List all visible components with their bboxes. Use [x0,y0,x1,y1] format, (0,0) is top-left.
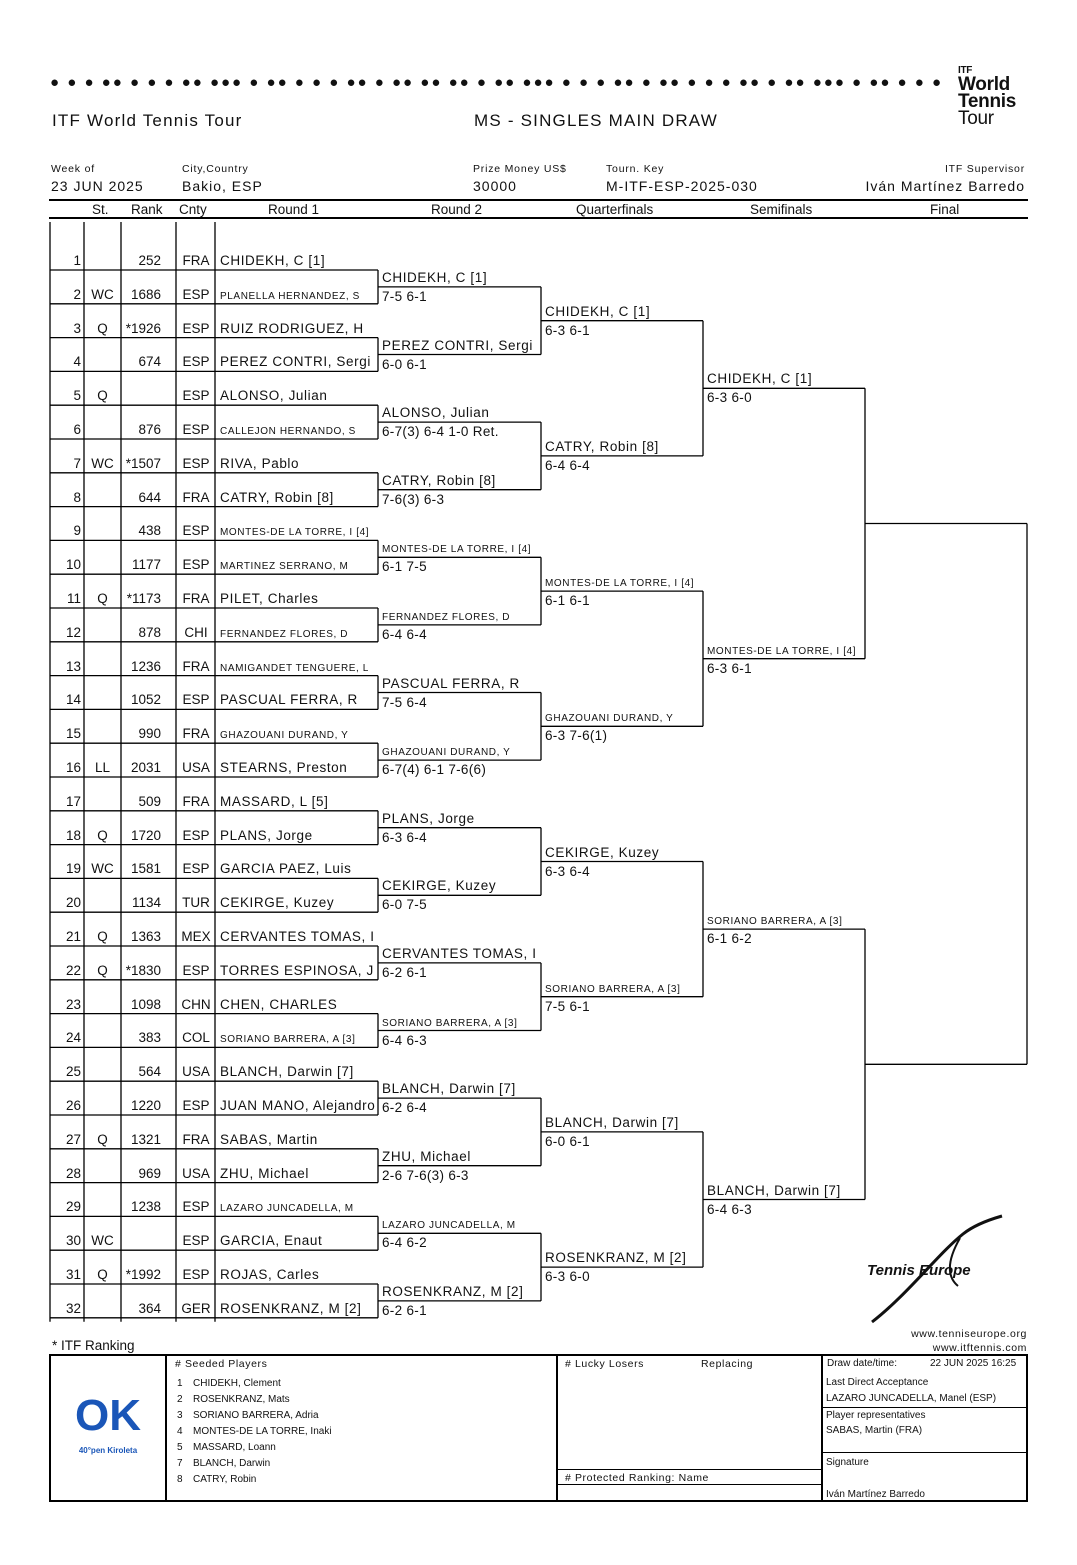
protected-rule-bottom [556,1484,821,1485]
round2-score: 6-4 6-3 [382,1032,427,1048]
round4-score: 6-4 6-3 [707,1201,752,1217]
player-name: LAZARO JUNCADELLA, M [220,1203,354,1215]
player-country: ESP [182,1098,210,1113]
footer-box-left [49,1354,51,1502]
draw-position: 20 [65,895,81,911]
draw-position: 6 [73,422,81,437]
draw-position: 2 [73,286,81,302]
entry-status: Q [97,320,108,336]
player-name: CATRY, Robin [8] [220,489,334,505]
draw-position: 28 [65,1165,81,1181]
player-rank: 1581 [130,861,161,877]
player-name: JUAN MANO, Alejandro [220,1098,376,1113]
draw-position: 16 [65,760,81,775]
player-representatives-value: SABAS, Martin (FRA) [826,1425,923,1436]
entry-status: Q [97,962,108,978]
player-rank: 509 [138,793,161,809]
round2-score: 6-3 6-4 [382,829,427,845]
player-name: PLANELLA HERNANDEZ, S [220,290,360,302]
draw-position: 22 [65,962,81,978]
entry-status: Q [97,827,108,843]
round4-winner-name: SORIANO BARRERA, A [3] [707,916,843,928]
player-country: FRA [182,658,210,674]
draw-position: 10 [65,557,81,573]
round3-winner-name: ROSENKRANZ, M [2] [545,1250,687,1266]
player-country: USA [182,1165,210,1181]
draw-position: 13 [65,658,81,674]
lucky-losers-header: # Lucky Losers [565,1358,645,1370]
draw-position: 31 [65,1267,81,1282]
seed-number: 4 [177,1426,183,1437]
round4-score: 6-1 6-2 [707,931,752,947]
entry-status: Q [97,388,108,404]
player-rank: *1830 [125,962,161,978]
round2-score: 6-2 6-1 [382,1302,427,1318]
col-round2: Round 2 [431,202,483,217]
col-rank: Rank [131,202,163,217]
draw-position: 1 [73,253,81,268]
col-country: Cnty [179,202,207,217]
player-rank: 1220 [130,1098,161,1113]
player-rank: 644 [138,489,161,505]
round3-winner-name: CEKIRGE, Kuzey [545,844,660,860]
player-country: FRA [182,489,210,505]
round2-winner-name: ROSENKRANZ, M [2] [382,1283,524,1299]
round2-score: 6-2 6-1 [382,964,427,980]
player-rank: *1926 [125,320,161,336]
seed-player-name: CHIDEKH, Clement [193,1378,281,1389]
player-country: ESP [182,1267,210,1282]
tourn-key-value: M-ITF-ESP-2025-030 [606,178,758,194]
player-country: ESP [182,388,210,404]
player-name: BLANCH, Darwin [7] [220,1064,354,1080]
draw-position: 3 [73,320,81,336]
round3-score: 6-3 6-0 [545,1269,590,1285]
player-country: ESP [182,286,210,302]
player-rank: 438 [138,523,161,539]
draw-position: 29 [65,1199,81,1215]
world-tennis-tour-logo: ITF World Tennis Tour [958,65,1017,129]
entry-status: WC [91,1233,114,1249]
player-name: CEKIRGE, Kuzey [220,895,335,911]
player-name: ROSENKRANZ, M [2] [220,1300,362,1316]
draw-position: 19 [65,861,81,877]
footer-box-top [49,1354,1028,1356]
seed-number: 2 [177,1394,183,1405]
draw-position: 12 [65,624,81,640]
player-name: SABAS, Martin [220,1131,318,1147]
footer-divider-3 [821,1354,823,1502]
seed-number: 7 [177,1458,183,1469]
player-rank: 1236 [130,658,161,674]
player-country: CHN [181,996,211,1012]
player-name: SORIANO BARRERA, A [3] [220,1034,356,1046]
round3-winner-name: MONTES-DE LA TORRE, I [4] [545,578,695,590]
player-country: FRA [182,726,210,742]
draw-position: 26 [65,1098,81,1113]
seed-player-name: MONTES-DE LA TORRE, Inaki [193,1426,332,1437]
draw-position: 4 [73,354,81,370]
rep-rule-bottom [823,1452,1026,1453]
player-country: FRA [182,793,210,809]
round3-winner-name: GHAZOUANI DURAND, Y [545,713,674,725]
draw-position: 21 [65,929,81,944]
player-rank: 1177 [131,557,161,573]
round3-score: 6-1 6-1 [545,593,590,609]
tenniseurope-url[interactable]: www.tenniseurope.org [911,1328,1027,1340]
player-rank: 2031 [130,760,161,775]
seed-player-name: MASSARD, Loann [193,1442,276,1453]
player-rank: 1098 [130,996,161,1012]
round2-score: 6-1 7-5 [382,559,427,575]
player-country: ESP [182,861,210,877]
last-direct-acceptance-value: LAZARO JUNCADELLA, Manel (ESP) [826,1393,997,1404]
draw-position: 27 [65,1131,81,1147]
tourn-key-label: Tourn. Key [606,163,665,175]
seed-player-name: BLANCH, Darwin [193,1458,271,1469]
player-name: GARCIA, Enaut [220,1233,323,1249]
player-name: ZHU, Michael [220,1165,309,1181]
player-rank: *1173 [126,591,161,606]
round2-score: 6-7(3) 6-4 1-0 Ret. [382,424,499,440]
signature-label: Signature [826,1457,869,1468]
draw-position: 9 [73,523,81,539]
player-name: PEREZ CONTRI, Sergi [220,354,371,370]
round3-score: 7-5 6-1 [545,998,590,1014]
round2-winner-name: CEKIRGE, Kuzey [382,878,497,894]
replacing-header: Replacing [701,1358,754,1370]
player-rank: 564 [138,1064,161,1080]
player-rank: 1052 [130,692,161,708]
footer-box-bottom [49,1500,1028,1502]
draw-position: 23 [65,996,81,1012]
player-country: ESP [182,523,210,539]
seed-number: 5 [177,1442,183,1453]
seed-player-name: ROSENKRANZ, Mats [193,1394,290,1405]
player-rank: 383 [138,1030,161,1046]
draw-title: MS - SINGLES MAIN DRAW [474,111,718,130]
week-value: 23 JUN 2025 [51,178,144,194]
round4-score: 6-3 6-1 [707,660,752,676]
round2-score: 7-5 6-4 [382,694,427,710]
round3-score: 6-4 6-4 [545,457,590,473]
player-country: ESP [182,1199,210,1215]
seed-number: 3 [177,1410,183,1421]
organization-title: ITF World Tennis Tour [52,111,243,130]
player-rank: 1363 [130,929,161,944]
col-semifinals: Semifinals [750,202,813,217]
entry-status: WC [91,286,114,302]
player-country: FRA [182,253,210,268]
player-country: MEX [181,929,211,944]
player-name: GARCIA PAEZ, Luis [220,861,352,877]
round2-winner-name: SORIANO BARRERA, A [3] [382,1017,518,1029]
round2-score: 6-4 6-4 [382,626,427,642]
player-country: ESP [182,320,210,336]
round2-winner-name: BLANCH, Darwin [7] [382,1081,516,1097]
round2-winner-name: MONTES-DE LA TORRE, I [4] [382,544,532,556]
player-country: COL [182,1030,210,1046]
player-name: ALONSO, Julian [220,388,328,404]
round2-score: 6-0 7-5 [382,897,427,913]
round3-score: 6-3 6-1 [545,322,590,338]
tennis-europe-swoosh-icon [868,1214,1008,1326]
col-status: St. [92,202,109,217]
last-direct-acceptance-label: Last Direct Acceptance [826,1377,929,1388]
seed-player-name: SORIANO BARRERA, Adria [193,1410,319,1421]
player-country: TUR [182,895,210,911]
week-label: Week of [51,163,95,175]
entry-status: LL [94,760,111,775]
seed-number: 8 [177,1474,183,1485]
round2-winner-name: CERVANTES TOMAS, I [382,945,537,961]
player-country: GER [181,1300,211,1316]
player-country: USA [182,1064,210,1080]
footer-box-right [1026,1354,1028,1502]
round2-score: 6-4 6-2 [382,1235,427,1251]
entry-status: Q [97,1131,108,1147]
player-name: STEARNS, Preston [220,760,348,775]
decorative-dots: ● ● ● ●● ● ● ● ●● ●●● ● ●● ● ● ● ●● ● ●● ●● ●● ● ●● ●●● ● ● ● ●● ● ●● ● ● ● ●● ● ●● ●●● ● ●● ● ● ● [50,74,944,91]
round2-winner-name: LAZARO JUNCADELLA, M [382,1220,516,1232]
player-rank: 1321 [130,1131,161,1147]
draw-position: 32 [65,1300,81,1316]
entry-status: Q [97,1267,108,1282]
player-country: ESP [182,422,210,437]
prize-value: 30000 [473,178,517,194]
draw-position: 15 [65,726,81,742]
draw-position: 18 [65,827,81,843]
draw-position: 14 [65,692,81,708]
player-name: CALLEJON HERNANDO, S [220,426,356,437]
player-rank: 990 [138,726,161,742]
round2-winner-name: PASCUAL FERRA, R [382,675,520,691]
draw-position: 25 [65,1064,81,1080]
round2-winner-name: PLANS, Jorge [382,810,475,826]
round2-winner-name: ALONSO, Julian [382,405,490,421]
player-country: ESP [182,827,210,843]
draw-date-label: Draw date/time: [827,1358,898,1369]
player-country: ESP [182,692,210,708]
player-name: PASCUAL FERRA, R [220,692,358,708]
city-value: Bakio, ESP [182,178,263,194]
round2-winner-name: FERNANDEZ FLORES, D [382,611,511,623]
tennis-europe-logo: Tennis Europe [867,1262,971,1279]
seed-number: 1 [177,1378,183,1389]
player-rank: 878 [138,624,161,640]
player-country: FRA [182,591,210,606]
ranking-note: * ITF Ranking [52,1338,135,1353]
round3-score: 6-0 6-1 [545,1133,590,1149]
draw-position: 5 [73,388,81,404]
player-name: MONTES-DE LA TORRE, I [4] [220,527,370,539]
col-round1: Round 1 [268,202,320,217]
player-name: NAMIGANDET TENGUERE, L [220,662,369,674]
footer-divider-1 [165,1354,167,1502]
round2-score: 6-0 6-1 [382,356,427,372]
player-country: USA [182,760,210,775]
itftennis-url[interactable]: www.itftennis.com [932,1342,1027,1354]
player-country: ESP [182,557,210,573]
round3-winner-name: CATRY, Robin [8] [545,438,659,454]
player-rank: 1720 [130,827,161,843]
draw-date-value: 22 JUN 2025 16:25 [930,1358,1017,1369]
col-final: Final [930,202,960,217]
player-rank: 364 [138,1300,161,1316]
round2-winner-name: CATRY, Robin [8] [382,472,496,488]
round2-winner-name: CHIDEKH, C [1] [382,269,488,285]
entry-status: WC [91,455,114,471]
player-rank: 252 [138,253,161,268]
protected-ranking-header: # Protected Ranking: Name [565,1472,709,1484]
player-name: MASSARD, L [5] [220,793,329,809]
rep-rule-top [823,1407,1026,1408]
round4-winner-name: MONTES-DE LA TORRE, I [4] [707,645,857,657]
player-country: CHI [184,624,208,640]
round3-winner-name: BLANCH, Darwin [7] [545,1114,679,1130]
footer-divider-2 [556,1354,558,1502]
player-name: FERNANDEZ FLORES, D [220,628,349,640]
draw-position: 17 [65,793,81,809]
player-country: FRA [182,1131,210,1147]
entry-status: Q [97,591,108,606]
draw-position: 8 [73,489,81,505]
player-rank: 1686 [130,286,161,302]
sponsor-logo: OK 40°pen Kiroleta [75,1391,141,1455]
prize-label: Prize Money US$ [473,163,567,175]
supervisor-value: Iván Martínez Barredo [865,178,1025,194]
round4-score: 6-3 6-0 [707,390,752,406]
player-rank: *1507 [125,455,161,471]
player-rank: 876 [138,422,161,437]
player-name: CERVANTES TOMAS, I [220,929,375,944]
player-name: TORRES ESPINOSA, J [220,962,374,978]
player-country: ESP [182,1233,210,1249]
player-name: RIVA, Pablo [220,455,300,471]
entry-status: Q [97,929,108,944]
player-country: ESP [182,354,210,370]
player-rank: 1238 [130,1199,161,1215]
supervisor-label: ITF Supervisor [944,163,1025,175]
round4-winner-name: BLANCH, Darwin [7] [707,1182,841,1198]
player-name: PILET, Charles [220,591,319,606]
player-rank: 969 [138,1165,161,1181]
player-name: GHAZOUANI DURAND, Y [220,730,349,742]
player-name: PLANS, Jorge [220,827,313,843]
round2-score: 2-6 7-6(3) 6-3 [382,1167,469,1183]
player-representatives-label: Player representatives [826,1410,926,1421]
player-name: ROJAS, Carles [220,1267,320,1282]
draw-position: 11 [66,591,81,606]
draw-position: 24 [65,1030,81,1046]
player-name: MARTINEZ SERRANO, M [220,561,349,573]
round2-score: 7-5 6-1 [382,288,427,304]
round2-winner-name: PEREZ CONTRI, Sergi [382,337,533,353]
player-country: ESP [182,455,210,471]
player-name: CHEN, CHARLES [220,996,338,1012]
signature-value: Iván Martínez Barredo [826,1489,925,1500]
round3-winner-name: CHIDEKH, C [1] [545,303,651,319]
player-name: CHIDEKH, C [1] [220,253,326,268]
player-rank: 674 [138,354,161,370]
draw-position: 7 [73,455,81,471]
round2-score: 6-2 6-4 [382,1100,427,1116]
player-rank: 1134 [131,895,161,911]
round2-score: 7-6(3) 6-3 [382,491,445,507]
round3-winner-name: SORIANO BARRERA, A [3] [545,983,681,995]
round2-winner-name: GHAZOUANI DURAND, Y [382,747,511,759]
protected-rule-top [556,1469,821,1470]
player-country: ESP [182,962,210,978]
seed-player-name: CATRY, Robin [193,1474,257,1485]
city-label: City,Country [182,163,249,175]
round2-score: 6-7(4) 6-1 7-6(6) [382,762,487,778]
player-rank: *1992 [125,1267,161,1282]
seeded-header: # Seeded Players [175,1358,268,1370]
round3-score: 6-3 6-4 [545,863,590,879]
round3-score: 6-3 7-6(1) [545,728,608,744]
col-quarterfinals: Quarterfinals [576,202,654,217]
round2-winner-name: ZHU, Michael [382,1148,471,1164]
player-name: RUIZ RODRIGUEZ, H [220,320,364,336]
draw-position: 30 [65,1233,81,1249]
round4-winner-name: CHIDEKH, C [1] [707,371,813,387]
entry-status: WC [91,861,114,877]
